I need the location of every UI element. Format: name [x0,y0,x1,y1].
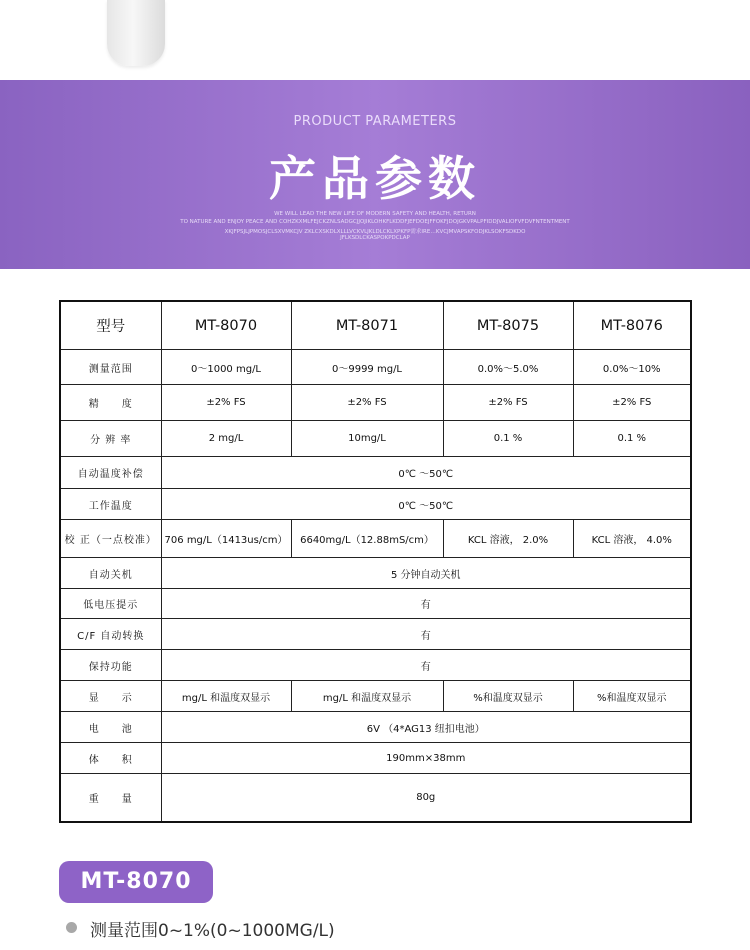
table-row [60,743,691,774]
row-label: 保持功能 [60,650,161,681]
table-cell: 706 mg/L（1413us/cm） [161,520,291,558]
row-label: 显 示 [60,681,161,712]
table-cell: 0℃ ～50℃ [161,457,691,489]
table-cell: 0.1 % [443,421,573,457]
table-cell: 5 分钟自动关机 [161,558,691,589]
table-row [60,681,691,712]
header-cell: 型号 [60,301,161,350]
table-cell: 0℃ ～50℃ [161,489,691,520]
banner-fine-text: XKJFPSJLJPMOSJCLSXVMKCJV ZKLCXSKDLXLLLVCKVLJKLDLCKLXPKFP需求IRE…KVCJMVAPSKFODJKLSOKFSDKDO [224,229,526,235]
table-cell: ±2% FS [573,385,691,421]
table-row [60,774,691,822]
row-label: 工作温度 [60,489,161,520]
table-row [60,489,691,520]
banner-title: 产品参数 [269,152,481,207]
table-cell: 10mg/L [291,421,443,457]
table-cell: %和温度双显示 [573,681,691,712]
table-row [60,619,691,650]
table-row [60,520,691,558]
row-label: 重 量 [60,774,161,822]
table-cell: %和温度双显示 [443,681,573,712]
row-label: 分 辨 率 [60,421,161,457]
bullet-dot-icon [66,922,77,933]
table-header-row [60,301,691,350]
banner-fine-text: WE WILL LEAD THE NEW LIFE OF MODERN SAFETY AND HEALTH, RETURN [274,211,476,217]
table-cell: ±2% FS [443,385,573,421]
model-badge: MT-8070 [59,861,213,903]
header-cell: MT-8075 [443,301,573,350]
table-row [60,385,691,421]
table-row [60,650,691,681]
table-cell: KCL 溶液， 4.0% [573,520,691,558]
header-cell: MT-8070 [161,301,291,350]
table-cell: 有 [161,650,691,681]
table-cell: ±2% FS [161,385,291,421]
row-label: C/F 自动转换 [60,619,161,650]
product-parameters-banner [0,80,750,269]
table-cell: 2 mg/L [161,421,291,457]
product-device-image [107,0,165,66]
table-cell: mg/L 和温度双显示 [161,681,291,712]
table-cell: ±2% FS [291,385,443,421]
table-cell: 0.0%～10% [573,350,691,385]
row-label: 体 积 [60,743,161,774]
table-cell: mg/L 和温度双显示 [291,681,443,712]
table-cell: 80g [161,774,691,822]
parameters-table [59,300,692,823]
banner-fine-text: TO NATURE AND ENJOY PEACE AND COHZKXMLFEJCKZNLSADGCJJOJIKLOHKFLKDDFJEFDOEJFFOKFJDOJGKVPALPFIDDJVALIOFVFDVFNTENTMENT [180,219,570,225]
table-row [60,421,691,457]
table-row [60,457,691,489]
table-row [60,350,691,385]
table-cell: 有 [161,619,691,650]
table-cell: 6640mg/L（12.88mS/cm） [291,520,443,558]
table-cell: KCL 溶液， 2.0% [443,520,573,558]
table-row [60,558,691,589]
banner-fine-text: JFLKSDLCKASPOKPDCLAP [340,235,410,241]
table-cell: 6V （4*AG13 纽扣电池） [161,712,691,743]
row-label: 精 度 [60,385,161,421]
table-row [60,712,691,743]
row-label: 电 池 [60,712,161,743]
table-cell: 有 [161,589,691,619]
table-row [60,589,691,619]
banner-subtitle: PRODUCT PARAMETERS [293,114,457,129]
header-cell: MT-8071 [291,301,443,350]
table-cell: 0.0%～5.0% [443,350,573,385]
spec-measure-range: 测量范围0~1%(0~1000MG/L) [90,921,335,941]
table-cell: 0～1000 mg/L [161,350,291,385]
row-label: 自动关机 [60,558,161,589]
table-cell: 190mm×38mm [161,743,691,774]
row-label: 校 正（一点校准） [60,520,161,558]
table-cell: 0.1 % [573,421,691,457]
row-label: 低电压提示 [60,589,161,619]
row-label: 测量范围 [60,350,161,385]
table-cell: 0～9999 mg/L [291,350,443,385]
header-cell: MT-8076 [573,301,691,350]
row-label: 自动温度补偿 [60,457,161,489]
